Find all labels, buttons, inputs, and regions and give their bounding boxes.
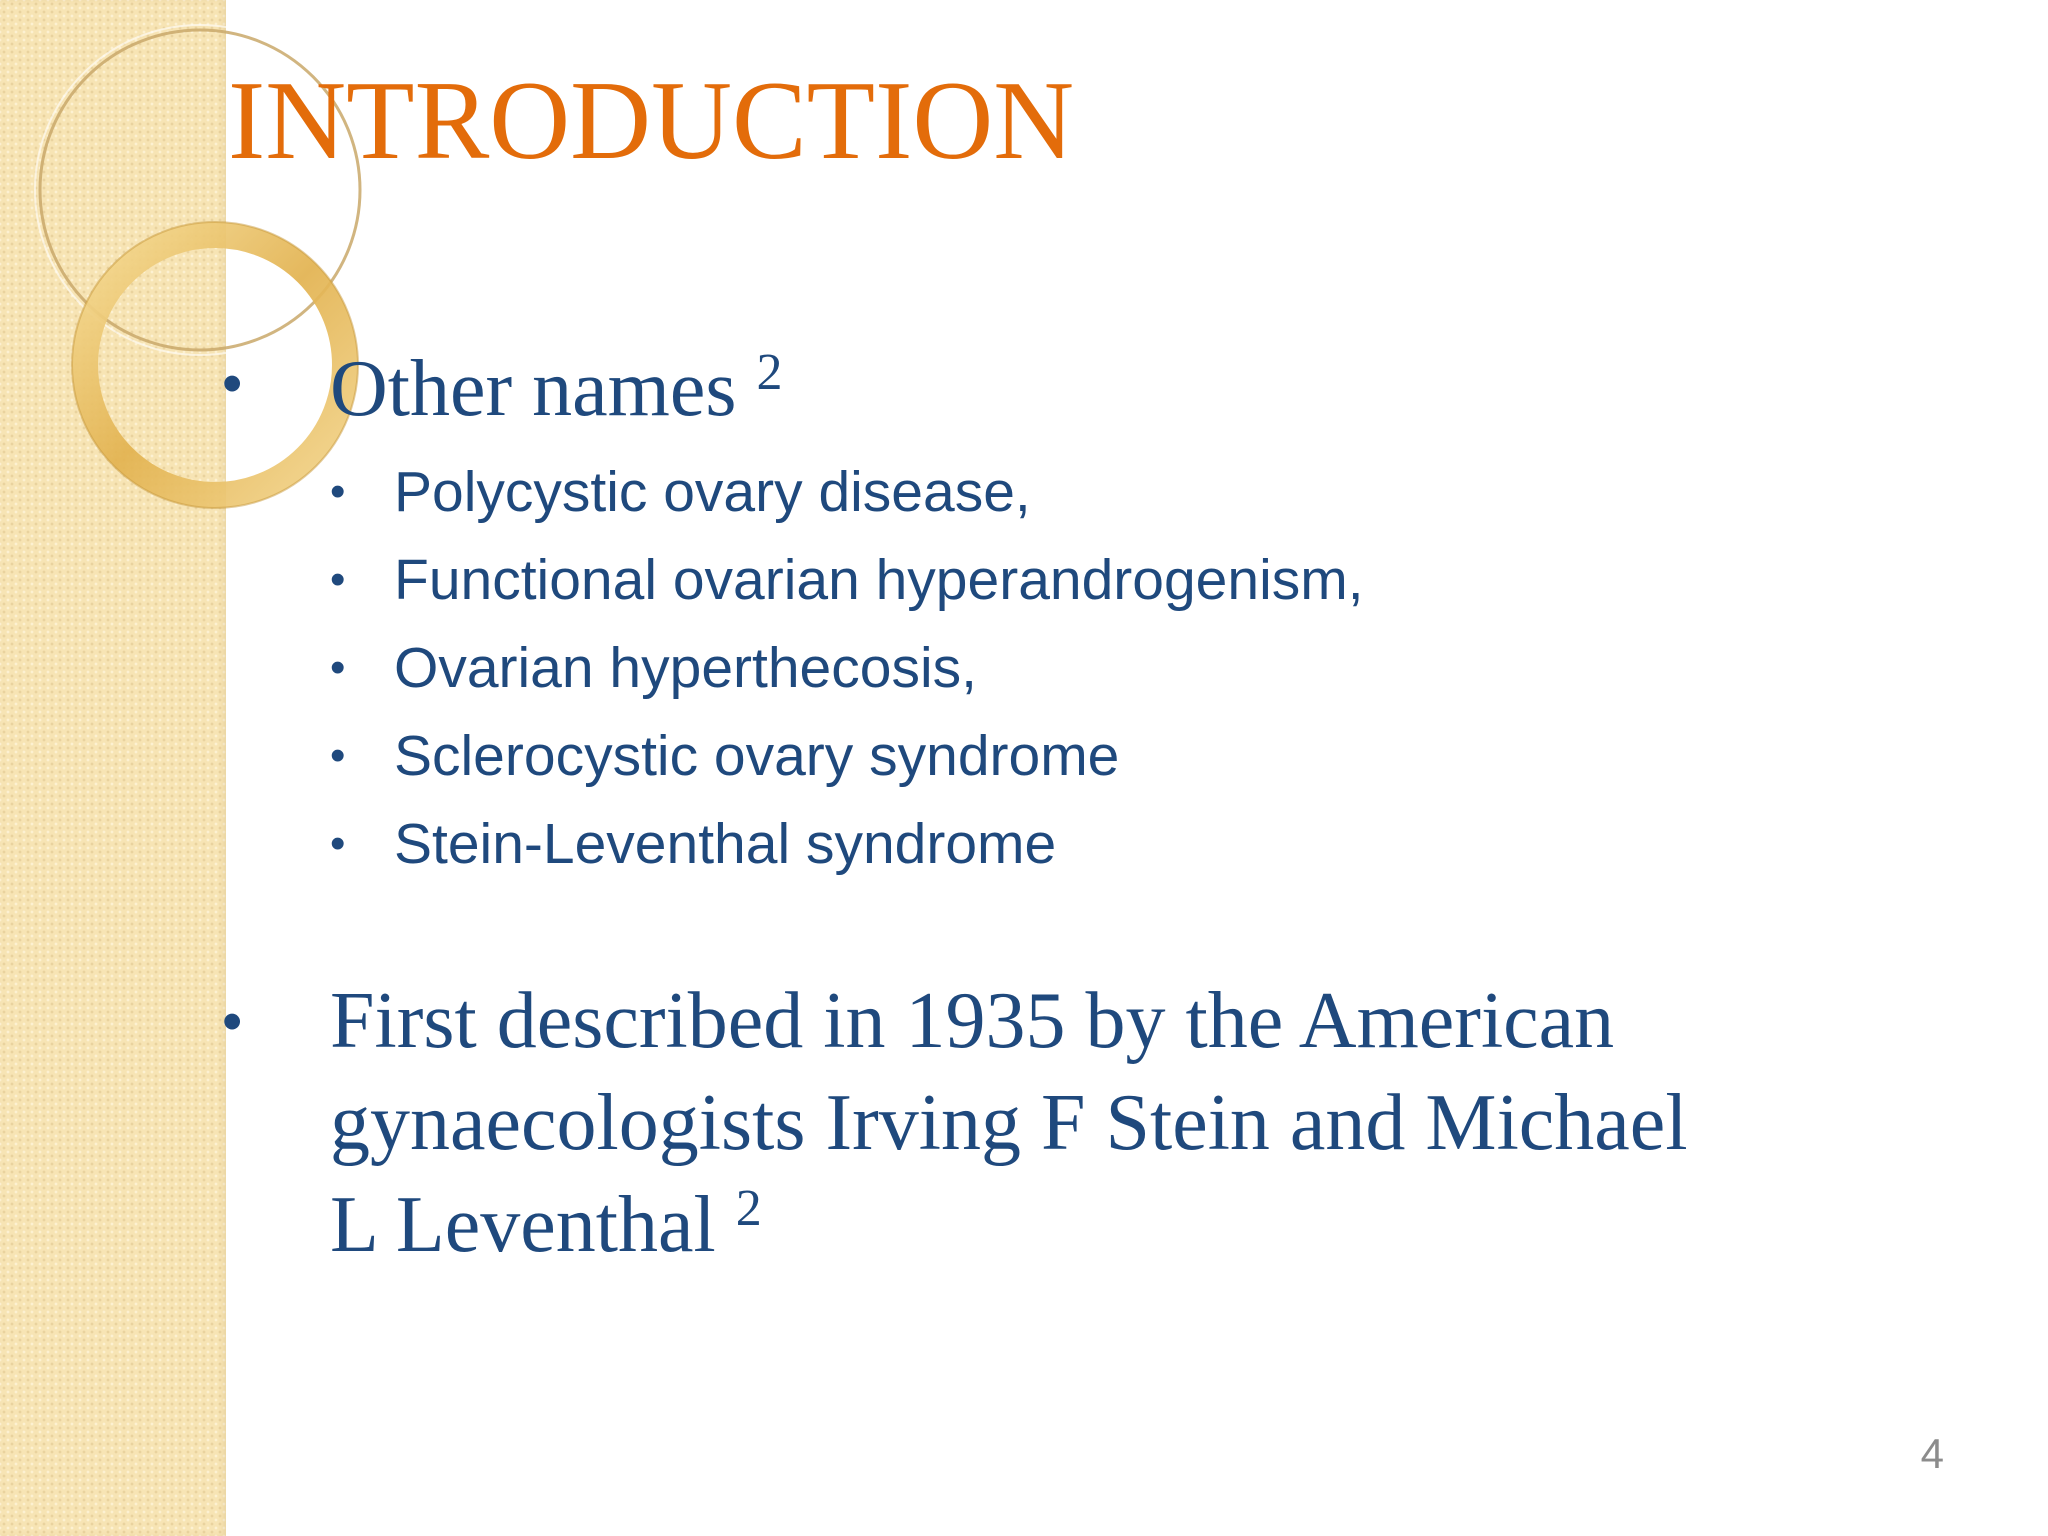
main-bullet-2-line-2: gynaecologists Irving F Stein and Michael [330,1079,1688,1167]
list-item [330,448,1364,536]
main-bullet-2 [330,970,1980,1286]
list-item [330,712,1364,800]
slide-title: INTRODUCTION [228,59,1075,183]
main-bullet-2-line-3 [330,1174,1980,1286]
sub-item-text: Polycystic ovary disease, [394,460,1031,524]
page-number: 4 [1920,1430,1944,1477]
main-bullet-2-last-line: L Leventhal [330,1181,716,1269]
main-bullet-2-glyph: • [222,989,243,1054]
list-item [330,624,1364,712]
sub-bullet-glyph: • [330,819,346,868]
main-bullet-2-superscript: 2 [735,1180,762,1237]
sub-item-text: Stein-Leventhal syndrome [394,812,1057,876]
sub-item-text: Functional ovarian hyperandrogenism, [394,548,1364,612]
sub-bullet-glyph: • [330,643,346,692]
sub-bullet-glyph: • [330,467,346,516]
main-bullet-1-superscript: 2 [756,344,783,401]
main-bullet-1-text: Other names [330,345,737,433]
list-item [330,800,1364,888]
sub-bullet-glyph: • [330,555,346,604]
list-item [330,536,1364,624]
sub-bullet-list [330,448,1364,888]
sub-bullet-glyph: • [330,731,346,780]
sub-item-text: Ovarian hyperthecosis, [394,636,977,700]
main-bullet-1 [330,338,783,450]
main-bullet-1-glyph: • [222,351,243,416]
main-bullet-2-line-1: First described in 1935 by the American [330,977,1615,1065]
sub-item-text: Sclerocystic ovary syndrome [394,724,1120,788]
